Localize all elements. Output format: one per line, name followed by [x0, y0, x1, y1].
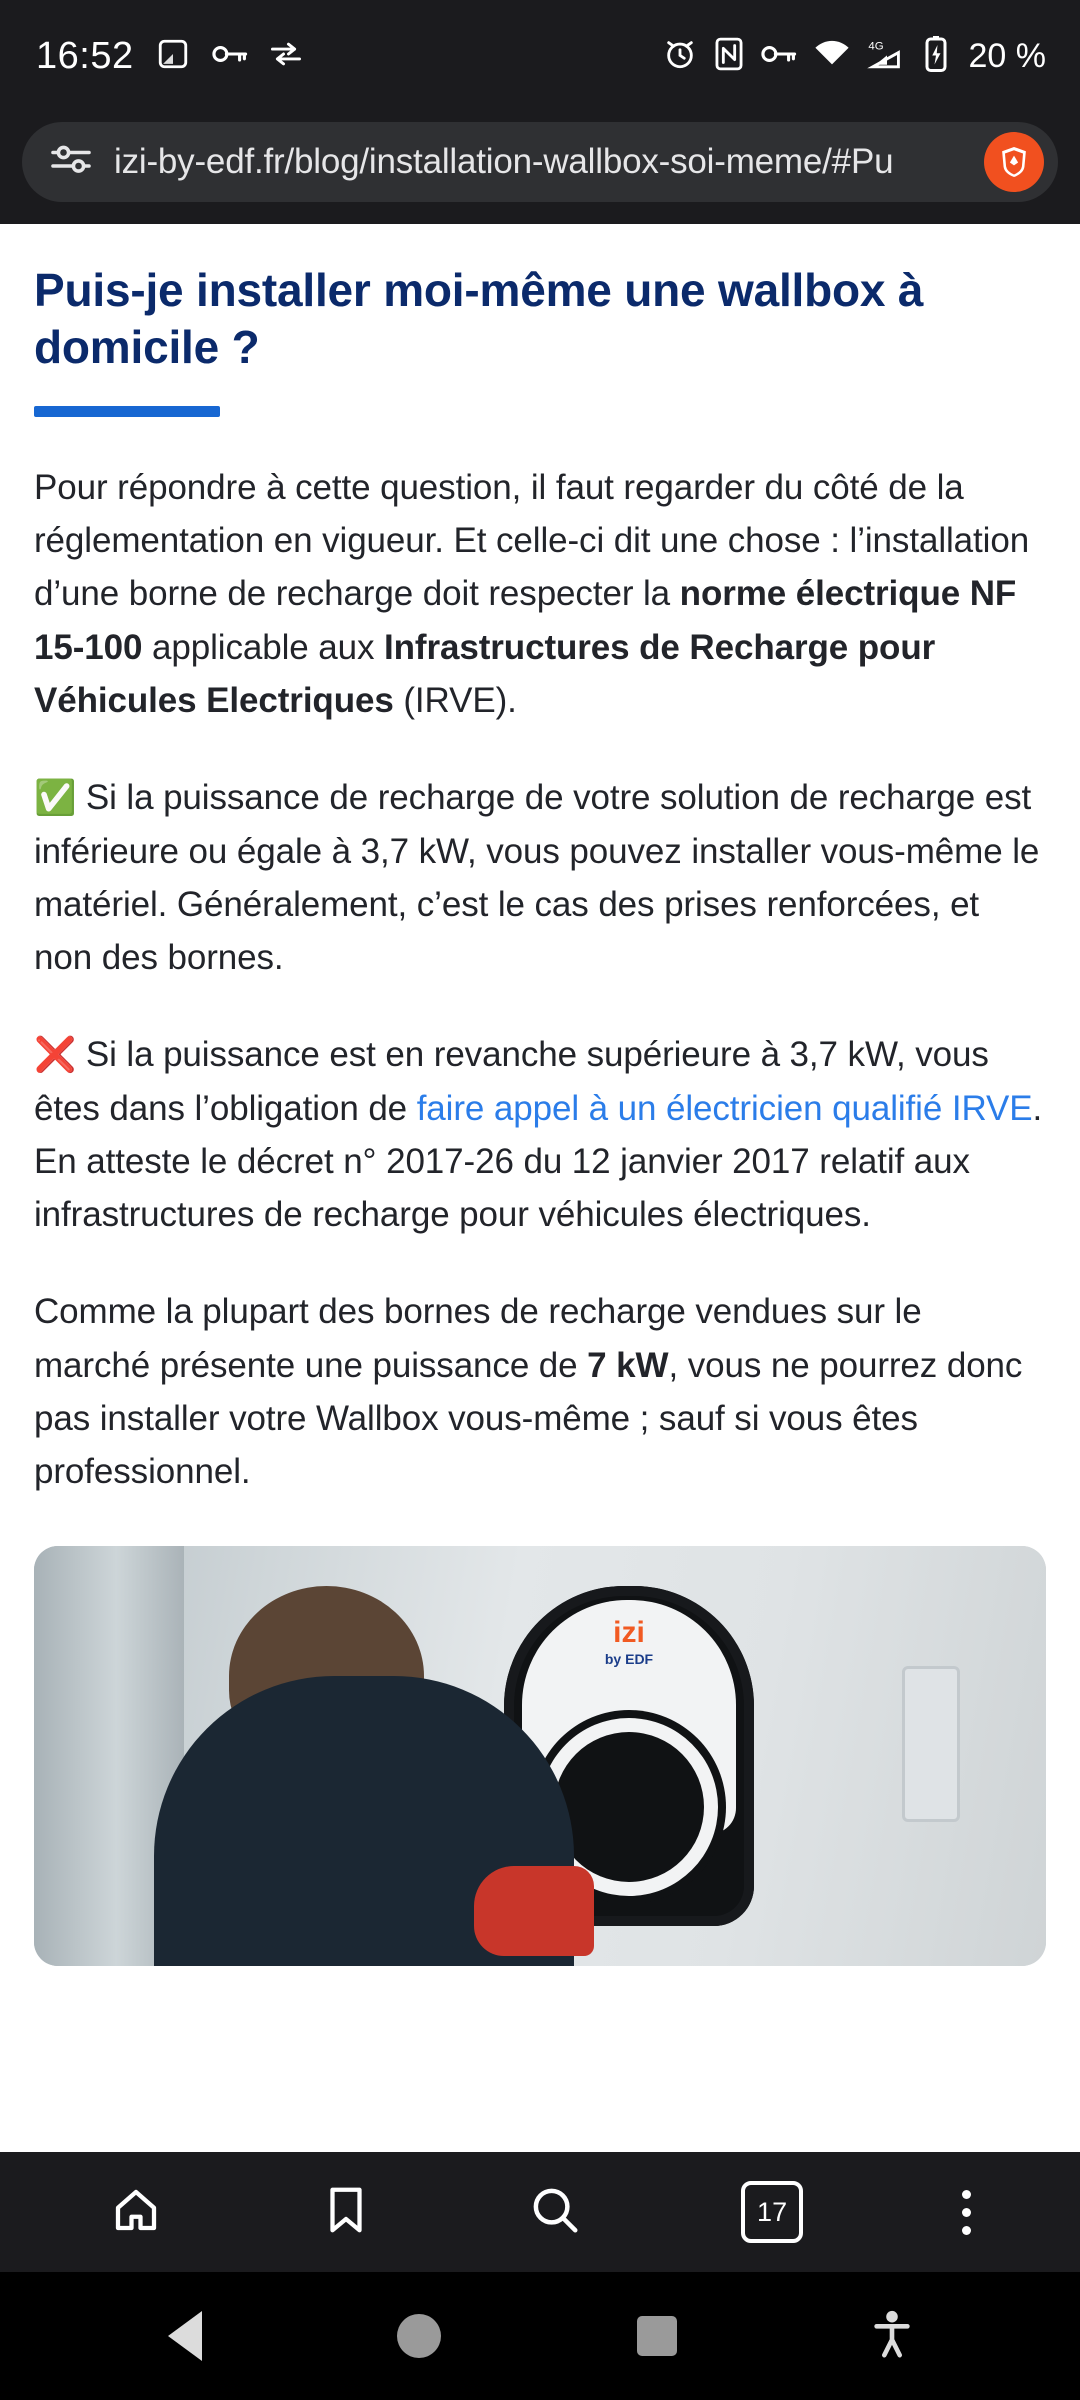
battery-percentage: 20 % — [968, 36, 1046, 75]
browser-bottom-toolbar — [0, 2152, 1080, 2272]
battery-icon — [924, 36, 948, 77]
title-underline-rule — [34, 406, 220, 417]
search-icon[interactable] — [528, 2183, 582, 2242]
svg-text:4G: 4G — [867, 40, 884, 53]
body-text: , vous ne pourrez donc pas installer votre Wallbox vous-même ; sauf si vous êtes professionnel. — [34, 1345, 1023, 1492]
status-bar-left — [36, 35, 302, 78]
body-text: Pour répondre à cette question, il faut regarder du côté de la réglementation en vigueur. Et celle-ci dit une chose : l’installation d’une borne de recharge doit respecter la — [34, 468, 1030, 614]
mobile-data-icon — [867, 38, 907, 75]
tab-switcher-button[interactable]: 17 — [741, 2181, 803, 2243]
emphasis-text: norme électrique NF 15-100 — [34, 574, 1017, 667]
back-icon[interactable] — [168, 2311, 202, 2361]
browser-top-bar — [0, 112, 1080, 224]
home-icon[interactable] — [109, 2183, 163, 2242]
image-izi-brand-sub: by EDF — [604, 1651, 654, 1668]
body-text: . En atteste le décret n° 2017-26 du 12 janvier 2017 relatif aux infrastructures de recharge pour véhicules électriques. — [34, 1088, 1043, 1235]
body-text: Si la puissance de recharge de votre solution de recharge est inférieure ou égale à 3,7 kW, vous pouvez installer vous-même le matériel. Généralement, c’est le cas des prises renforcées, et non des bornes. — [34, 778, 1040, 978]
home-circle-icon[interactable] — [397, 2314, 441, 2358]
status-bar — [0, 0, 1080, 112]
check-mark-emoji: ✅ — [34, 779, 77, 817]
airplane-transfer-icon — [270, 40, 302, 73]
body-text: (IRVE). — [393, 680, 517, 720]
vpn-key-icon — [212, 40, 248, 73]
status-bar-right — [663, 36, 1047, 77]
inline-link[interactable]: faire appel à un électricien qualifié IRVE — [416, 1088, 1033, 1128]
paragraph-4 — [34, 1285, 1046, 1498]
site-settings-icon[interactable] — [50, 143, 92, 182]
body-text: Si la puissance est en revanche supérieure à 3,7 kW, vous êtes dans l’obligation de — [34, 1035, 989, 1128]
vpn-key-icon — [761, 41, 797, 72]
image-person-glove — [474, 1866, 594, 1956]
image-izi-logo — [504, 1618, 754, 1666]
more-options-icon[interactable] — [962, 2190, 971, 2235]
body-text: applicable aux — [142, 627, 385, 667]
dot — [962, 2226, 971, 2235]
url-bar[interactable] — [22, 122, 1058, 202]
cross-mark-emoji: ❌ — [34, 1036, 77, 1075]
android-navigation-bar — [0, 2272, 1080, 2400]
page-title: Puis-je installer moi-même une wallbox à domicile ? — [34, 264, 924, 374]
wifi-icon — [814, 40, 850, 73]
body-text: Comme la plupart des bornes de recharge vendues sur le marché présente une puissance de — [34, 1292, 922, 1385]
nfc-icon — [714, 37, 744, 76]
paragraph-1 — [34, 461, 1046, 727]
screenshot-icon — [156, 37, 190, 76]
brave-shield-icon[interactable] — [984, 132, 1044, 192]
article-image — [34, 1546, 1046, 1966]
image-wallbox-socket — [554, 1732, 704, 1882]
emphasis-text: Infrastructures de Recharge pour Véhicules Electriques — [34, 627, 936, 720]
paragraph-2 — [34, 771, 1046, 984]
image-wall-plate — [902, 1666, 960, 1822]
alarm-icon — [663, 37, 697, 76]
image-izi-brand: izi — [613, 1616, 645, 1650]
url-text[interactable]: izi-by-edf.fr/blog/installation-wallbox-soi-meme/#Pu — [114, 142, 894, 181]
status-clock: 16:52 — [36, 34, 134, 77]
web-page-content — [0, 224, 1080, 2152]
emphasis-text: 7 kW — [587, 1345, 669, 1385]
dot — [962, 2208, 971, 2217]
dot — [962, 2190, 971, 2199]
recent-apps-icon[interactable] — [637, 2316, 677, 2356]
bookmarks-icon[interactable] — [322, 2183, 370, 2242]
paragraph-3 — [34, 1028, 1046, 1241]
accessibility-icon[interactable] — [872, 2309, 912, 2364]
